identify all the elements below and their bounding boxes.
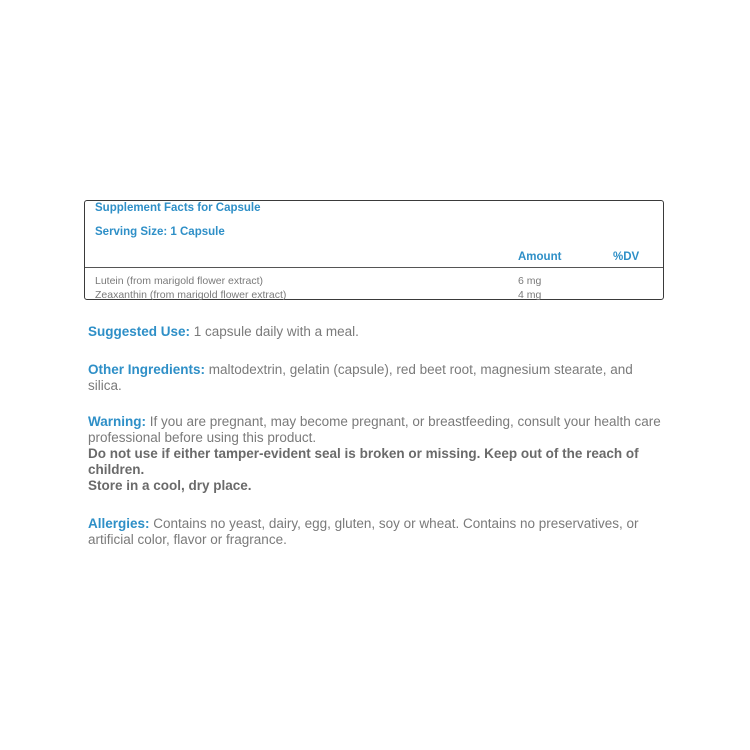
suggested-use-text: 1 capsule daily with a meal. [190, 324, 359, 339]
nutrient-amount: 4 mg [518, 289, 542, 301]
nutrient-name: Zeaxanthin (from marigold flower extract) [95, 289, 287, 301]
other-ingredients-label: Other Ingredients: [88, 362, 206, 377]
warning-storage-notice: Store in a cool, dry place. [88, 478, 252, 493]
facts-divider [85, 267, 663, 268]
column-header-dv: %DV [613, 251, 640, 263]
allergies-text: Contains no yeast, dairy, egg, gluten, soy or wheat. Contains no preservatives, or artificial color, flavor or fragrance. [88, 516, 639, 547]
serving-size: Serving Size: 1 Capsule [95, 226, 225, 238]
suggested-use-label: Suggested Use: [88, 324, 191, 339]
column-header-amount: Amount [518, 251, 562, 263]
warning-paragraph [88, 414, 668, 446]
nutrient-row-zeaxanthin [95, 289, 653, 303]
warning-tamper-notice: Do not use if either tamper-evident seal is broken or missing. Keep out of the reach of children. [88, 446, 639, 477]
other-ingredients-text: maltodextrin, gelatin (capsule), red beet root, magnesium stearate, and silica. [88, 362, 633, 393]
warning-section [88, 414, 668, 494]
facts-title: Supplement Facts for Capsule [95, 202, 261, 214]
supplement-facts-box [84, 200, 664, 300]
nutrient-row-lutein [95, 275, 653, 289]
warning-text: If you are pregnant, may become pregnant, or breastfeeding, consult your health care professional before using this product. [88, 414, 661, 445]
nutrient-name: Lutein (from marigold flower extract) [95, 275, 264, 287]
nutrient-amount: 6 mg [518, 275, 542, 287]
allergies-section [88, 516, 668, 548]
allergies-label: Allergies: [88, 516, 150, 531]
other-ingredients-section [88, 362, 668, 394]
warning-label: Warning: [88, 414, 146, 429]
suggested-use-section [88, 324, 668, 340]
